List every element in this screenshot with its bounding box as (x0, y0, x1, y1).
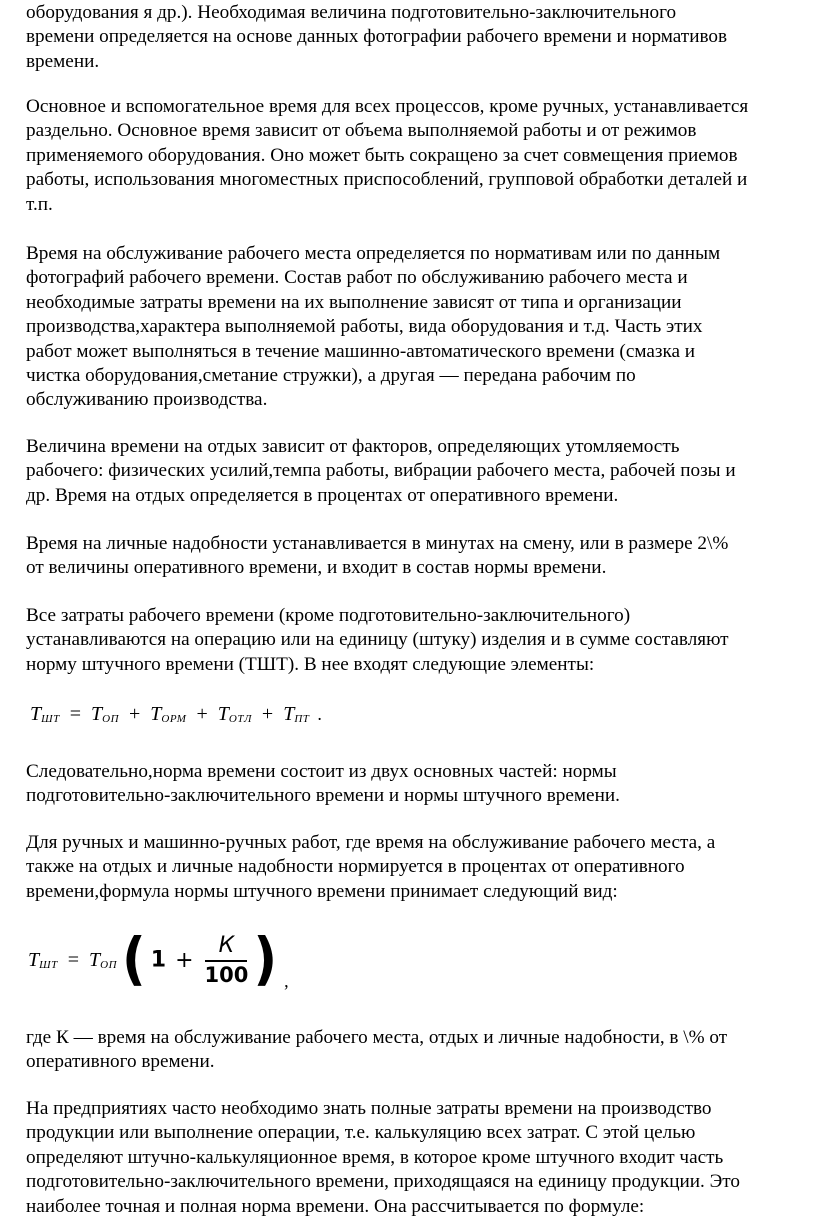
text-line: т.п. (26, 193, 53, 215)
fraction-numerator: К (218, 933, 235, 958)
paragraph-5 (26, 532, 728, 581)
formula-equals: = (69, 703, 81, 725)
text-line: Следовательно,норма времени состоит из двух основных частей: нормы (26, 761, 617, 782)
text-line: Все затраты рабочего времени (кроме подготовительно-заключительного) (26, 605, 631, 626)
fraction-denominator: 100 (204, 963, 249, 987)
text-line: применяемого оборудования. Оно может быть сокращено за счет совмещения приемов (26, 144, 738, 166)
formula-comma: , (284, 970, 289, 991)
formula-equals: = (67, 948, 79, 971)
text-line: оборудования я др.). Необходимая величина подготовительно-заключительного (26, 2, 677, 23)
text-line: наиболее точная и полная норма времени. Она рассчитывается по формуле: (26, 1195, 645, 1217)
formula-term: $Т_{ОП}$ (89, 948, 118, 971)
formula-plus: + (175, 947, 194, 973)
paragraph-2 (26, 95, 748, 217)
text-line: от величины оперативного времени, и входит в состав нормы времени. (26, 557, 607, 579)
text-line: Основное и вспомогательное время для всех процессов, кроме ручных, устанавливается (26, 96, 749, 117)
formula-term: $Т_{ШТ}$ (28, 948, 58, 971)
paragraph-6 (26, 604, 729, 677)
text-line: норму штучного времени (ТШТ). В нее входят следующие элементы: (26, 653, 595, 675)
text-line: оперативного времени. (26, 1051, 215, 1073)
text-line: На предприятиях часто необходимо знать полные затраты времени на производство (26, 1098, 712, 1119)
text-line: Для ручных и машинно-ручных работ, где время на обслуживание рабочего места, а (26, 832, 716, 853)
paragraph-4 (26, 435, 736, 508)
text-line: Время на личные надобности устанавливается в минутах на смену, или в размере 2\% (26, 533, 729, 554)
text-line: производства,характера выполняемой работы, вида оборудования и т.д. Часть этих (26, 316, 703, 338)
paragraph-10 (26, 1097, 740, 1219)
formula-piece-time (30, 703, 322, 726)
formula-fraction (205, 933, 249, 987)
formula-close-paren: ) (253, 927, 278, 993)
text-line: устанавливаются на операцию или на единицу (штуку) изделия и в сумме составляют (26, 629, 729, 651)
text-line: где К — время на обслуживание рабочего места, отдых и личные надобности, в \% от (26, 1027, 728, 1048)
text-line: времени определяется на основе данных фотографии рабочего времени и нормативов (26, 26, 728, 48)
formula-one: 1 (150, 947, 167, 973)
formula-open-paren: ( (122, 927, 146, 993)
formula-term: $Т_{ПТ}$ (283, 703, 310, 725)
text-line: необходимые затраты времени на их выполнение зависят от типа и организации (26, 291, 682, 313)
text-line: определяют штучно-калькуляционное время, в которое кроме штучного входит часть (26, 1146, 724, 1168)
text-line: др. Время на отдых определяется в процентах от оперативного времени. (26, 484, 619, 506)
formula-period: . (317, 704, 322, 724)
paragraph-7 (26, 760, 620, 809)
text-line: раздельно. Основное время зависит от объема выполняемой работы и от режимов (26, 120, 697, 142)
text-line: также на отдых и личные надобности нормируется в процентах от оперативного (26, 856, 685, 878)
paragraph-3 (26, 242, 720, 413)
text-line: работ может выполняться в течение машинно-автоматического времени (смазка и (26, 340, 696, 362)
text-line: подготовительно-заключительного времени, приходящаяся на единицу продукции. Это (26, 1171, 741, 1193)
paragraph-1 (26, 1, 727, 74)
formula-term: $Т_{ОРМ}$ (150, 703, 187, 725)
text-line: работы, использования многоместных приспособлений, групповой обработки деталей и (26, 169, 748, 191)
formula-term: $Т_{ШТ}$ (30, 703, 60, 725)
formula-term: $Т_{ОТЛ}$ (217, 703, 252, 725)
text-line: подготовительно-заключительного времени и нормы штучного времени. (26, 785, 620, 807)
text-line: Время на обслуживание рабочего места определяется по нормативам или по данным (26, 243, 721, 264)
formula-piece-time-percent (28, 927, 289, 1000)
formula-plus: + (261, 703, 274, 725)
text-line: времени. (26, 50, 100, 72)
text-line: чистка оборудования,сметание стружки), а другая — передана рабочим по (26, 365, 636, 387)
paragraph-8 (26, 831, 715, 904)
formula-plus: + (196, 703, 208, 725)
text-line: времени,формула нормы штучного времени принимает следующий вид: (26, 880, 618, 902)
paragraph-9 (26, 1026, 727, 1075)
formula-term: $Т_{ОП}$ (91, 703, 120, 725)
text-line: продукции или выполнение операции, т.е. калькуляцию всех затрат. С этой целью (26, 1122, 696, 1144)
formula-plus: + (129, 703, 141, 725)
text-line: фотографий рабочего времени. Состав работ по обслуживанию рабочего места и (26, 267, 688, 289)
text-line: рабочего: физических усилий,темпа работы, вибрации рабочего места, рабочей позы и (26, 460, 736, 482)
text-line: обслуживанию производства. (26, 389, 268, 411)
text-line: Величина времени на отдых зависит от факторов, определяющих утомляемость (26, 436, 680, 457)
